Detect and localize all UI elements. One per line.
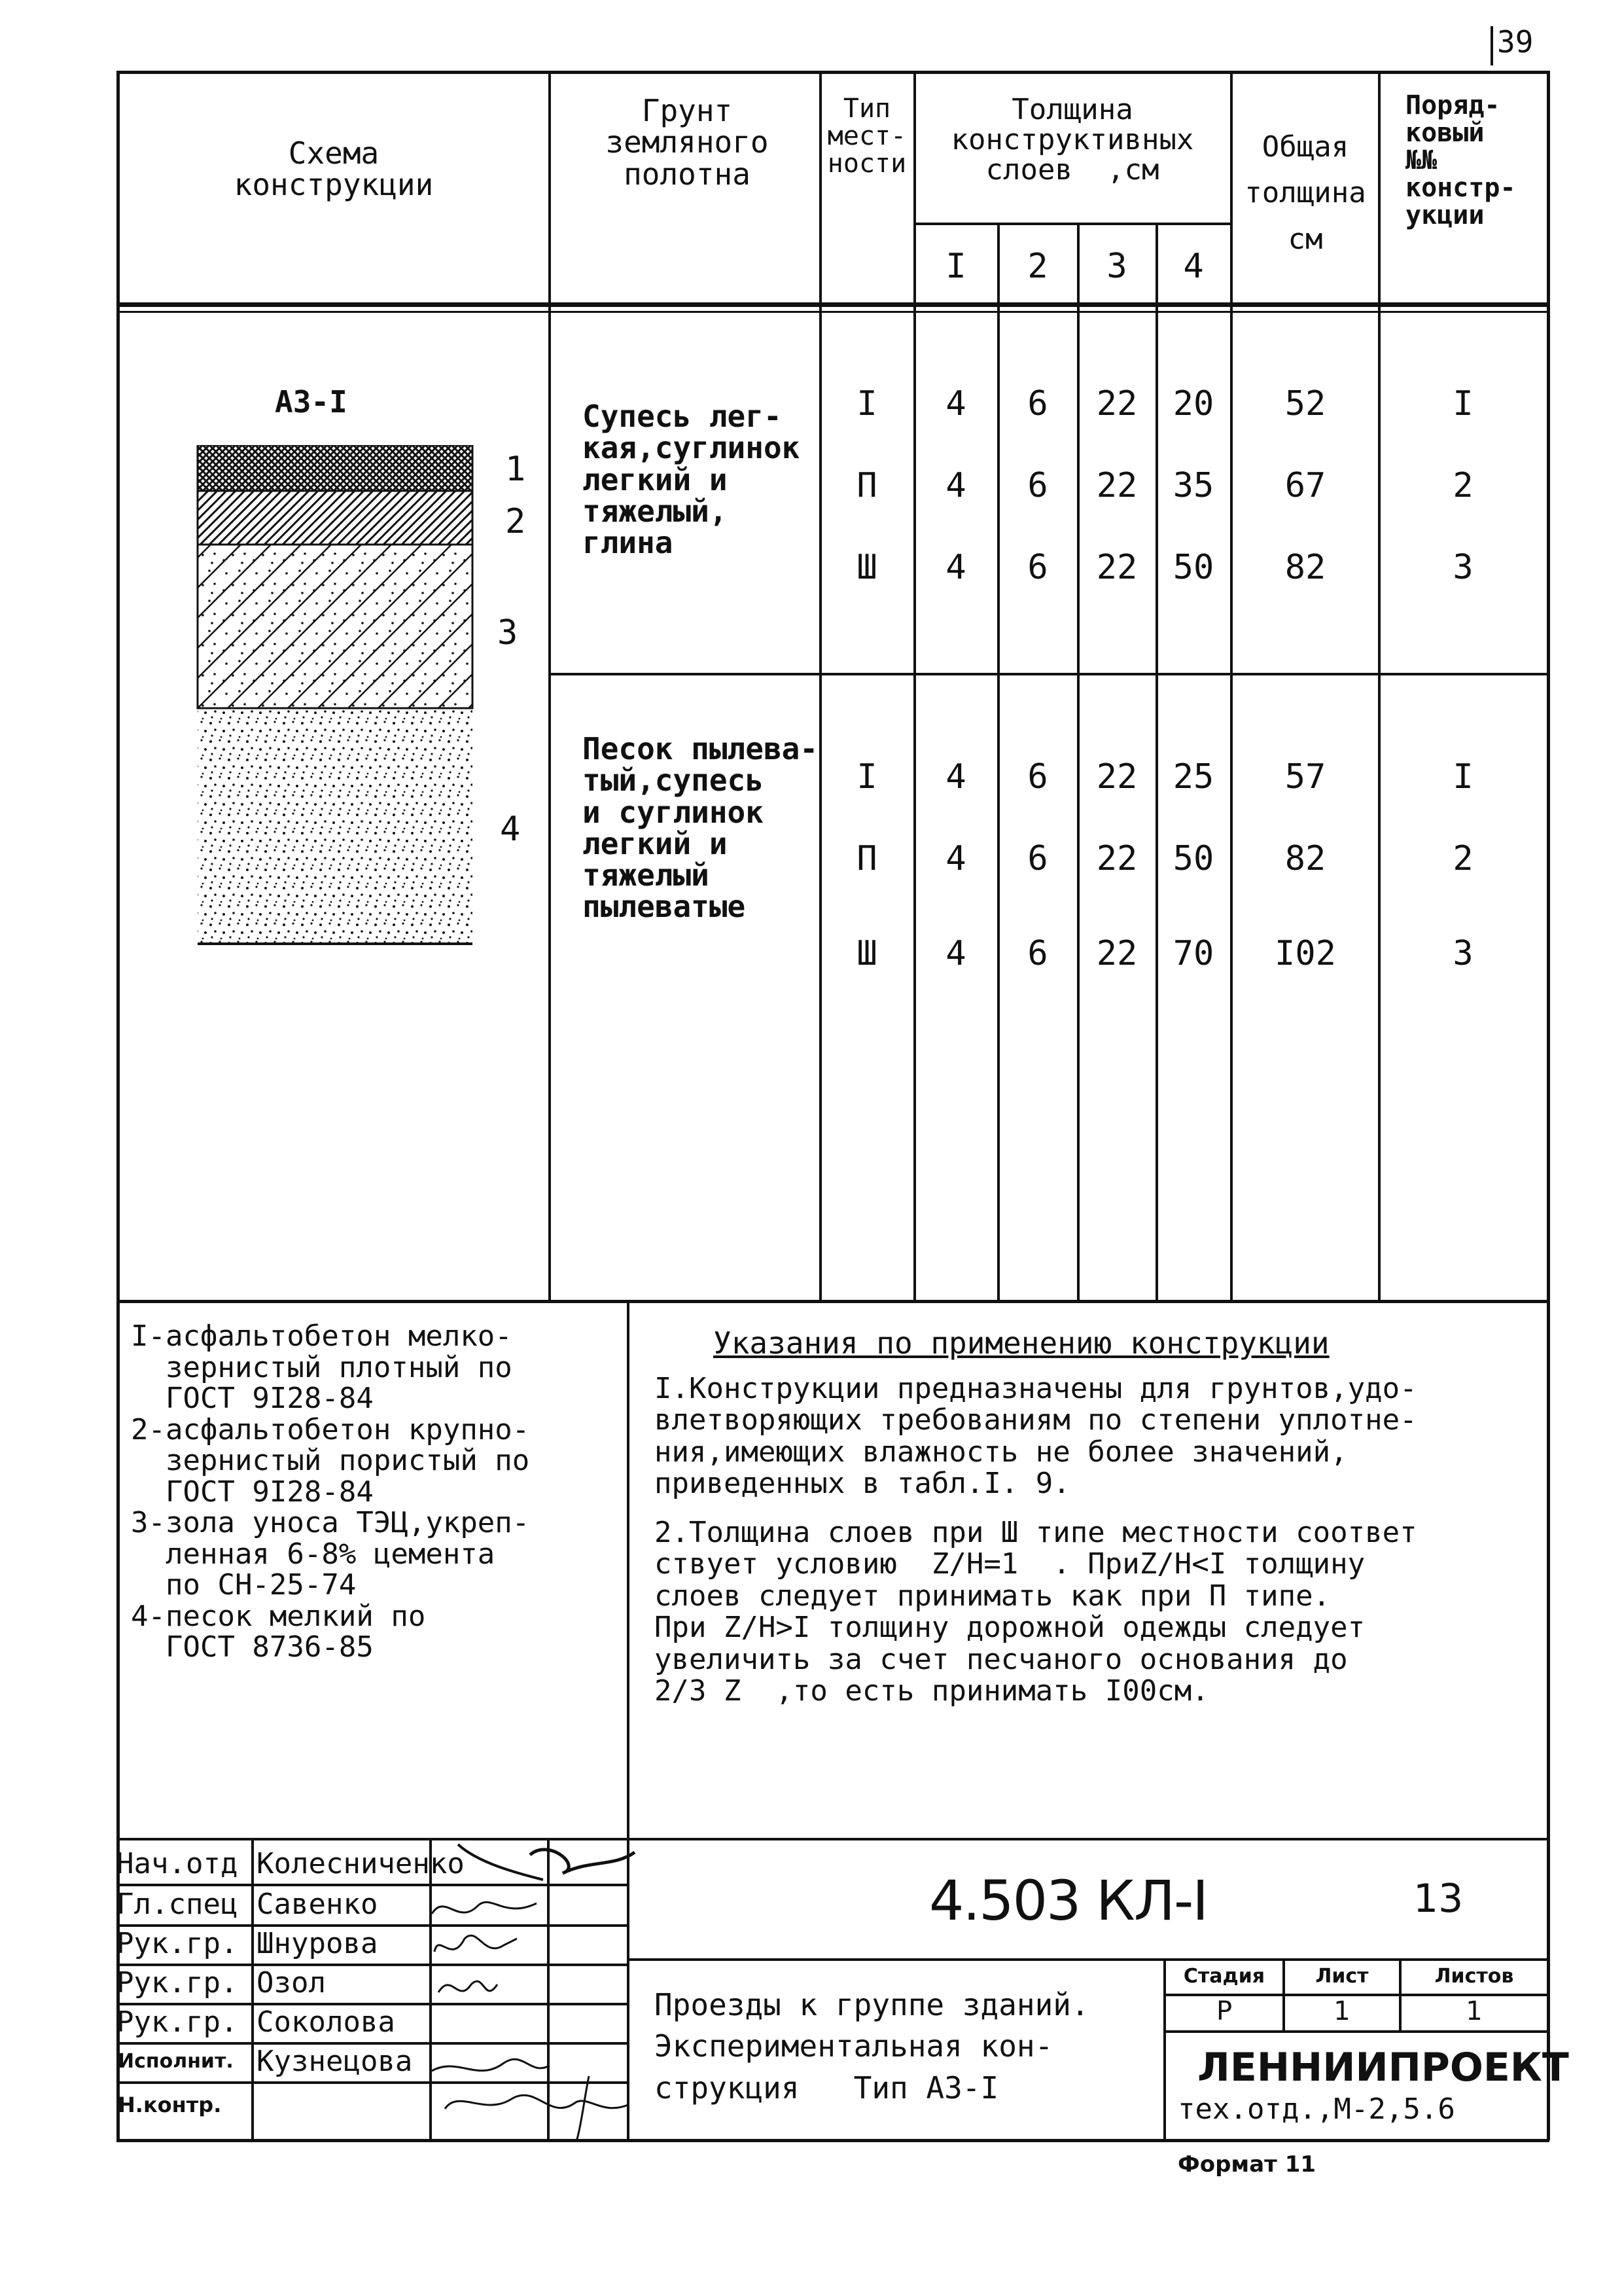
instructions-p1: I.Конструкции предназначены для грунтов,удо- влетворяющих требованиям по степени уплотне- ния,имеющих влажность не более значений, приведенных в табл.I. 9. [654,1372,1417,1501]
sheet-value: 1 [1333,1996,1350,2026]
instructions-p2: 2.Толщина слоев при Ш типе местности соответ ствует условию Z/H=1 . ПриZ/H<I толщину слоев следует принимать как при П типе. При Z/H>I толщину дорожной одежды следует увеличить за счет песчаного основания до 2/3 Z ,то есть принимать I00см. [654,1516,1417,1708]
schema-type-label: АЗ-I [275,384,347,420]
layer-col-3: 3 [1106,247,1127,286]
header-schema: Схема конструкции [234,135,434,203]
header-terrain: Тип мест- ности [827,94,907,179]
organization: ЛЕННИИПРОЕКТ [1197,2045,1569,2090]
header-total: Общая толщина см [1244,130,1366,256]
layer-col-4: 4 [1183,247,1204,286]
format-label: Формат 11 [1178,2151,1316,2178]
soil-group-2: Песок пылева- тый,супесь и суглинок легкий и тяжелый пылеватые [582,731,819,925]
sheet-label: Лист [1315,1965,1369,1988]
instructions-title: Указания по применению конструкции [713,1325,1330,1361]
schema-layer-label-2: 2 [505,502,526,541]
header-soil: Грунт земляного полотна [605,93,769,192]
schema-layer-label-1: 1 [505,450,526,489]
layer-section-diagram [190,445,556,956]
organization-sub: тех.отд.,М-2,5.6 [1178,2092,1455,2126]
sheet-ref: 13 [1413,1876,1464,1922]
doc-code: 4.503 КЛ-I [929,1869,1208,1933]
schema-layer-label-3: 3 [497,613,518,653]
handwritten-signatures [419,1840,641,2142]
header-thickness: Толщина конструктивных слоев ,см [951,93,1194,187]
stage-label: Стадия [1183,1965,1265,1988]
sheets-value: 1 [1466,1996,1483,2026]
page-number: 39 [1497,24,1534,60]
page-number-mark [1491,26,1493,65]
layer-col-1: I [945,247,966,286]
schema-layer-label-4: 4 [500,810,521,849]
stamp-top-line [116,1838,1549,1840]
header-ordinal: Поряд- ковый №№ констр- укции [1405,90,1516,230]
stage-value: Р [1216,1996,1233,2026]
materials-legend: I-асфальтобетон мелко- зернистый плотный по ГОСТ 9I28-84 2-асфальтобетон крупно- зернистый пористый по ГОСТ 9I28-84 3-зола уноса ТЭЦ,укреп- ленная 6-8% цемента по СН-25-74 4-песок мелкий по ГОСТ 8736-85 [131,1319,530,1664]
sheets-label: Листов [1434,1965,1514,1988]
project-title: Проезды к группе зданий. Экспериментальная кон- струкция Тип АЗ-I [654,1987,1089,2106]
soil-group-1: Супесь лег- кая,суглинок легкий и тяжелый, глина [582,399,800,561]
layer-col-2: 2 [1027,247,1048,286]
